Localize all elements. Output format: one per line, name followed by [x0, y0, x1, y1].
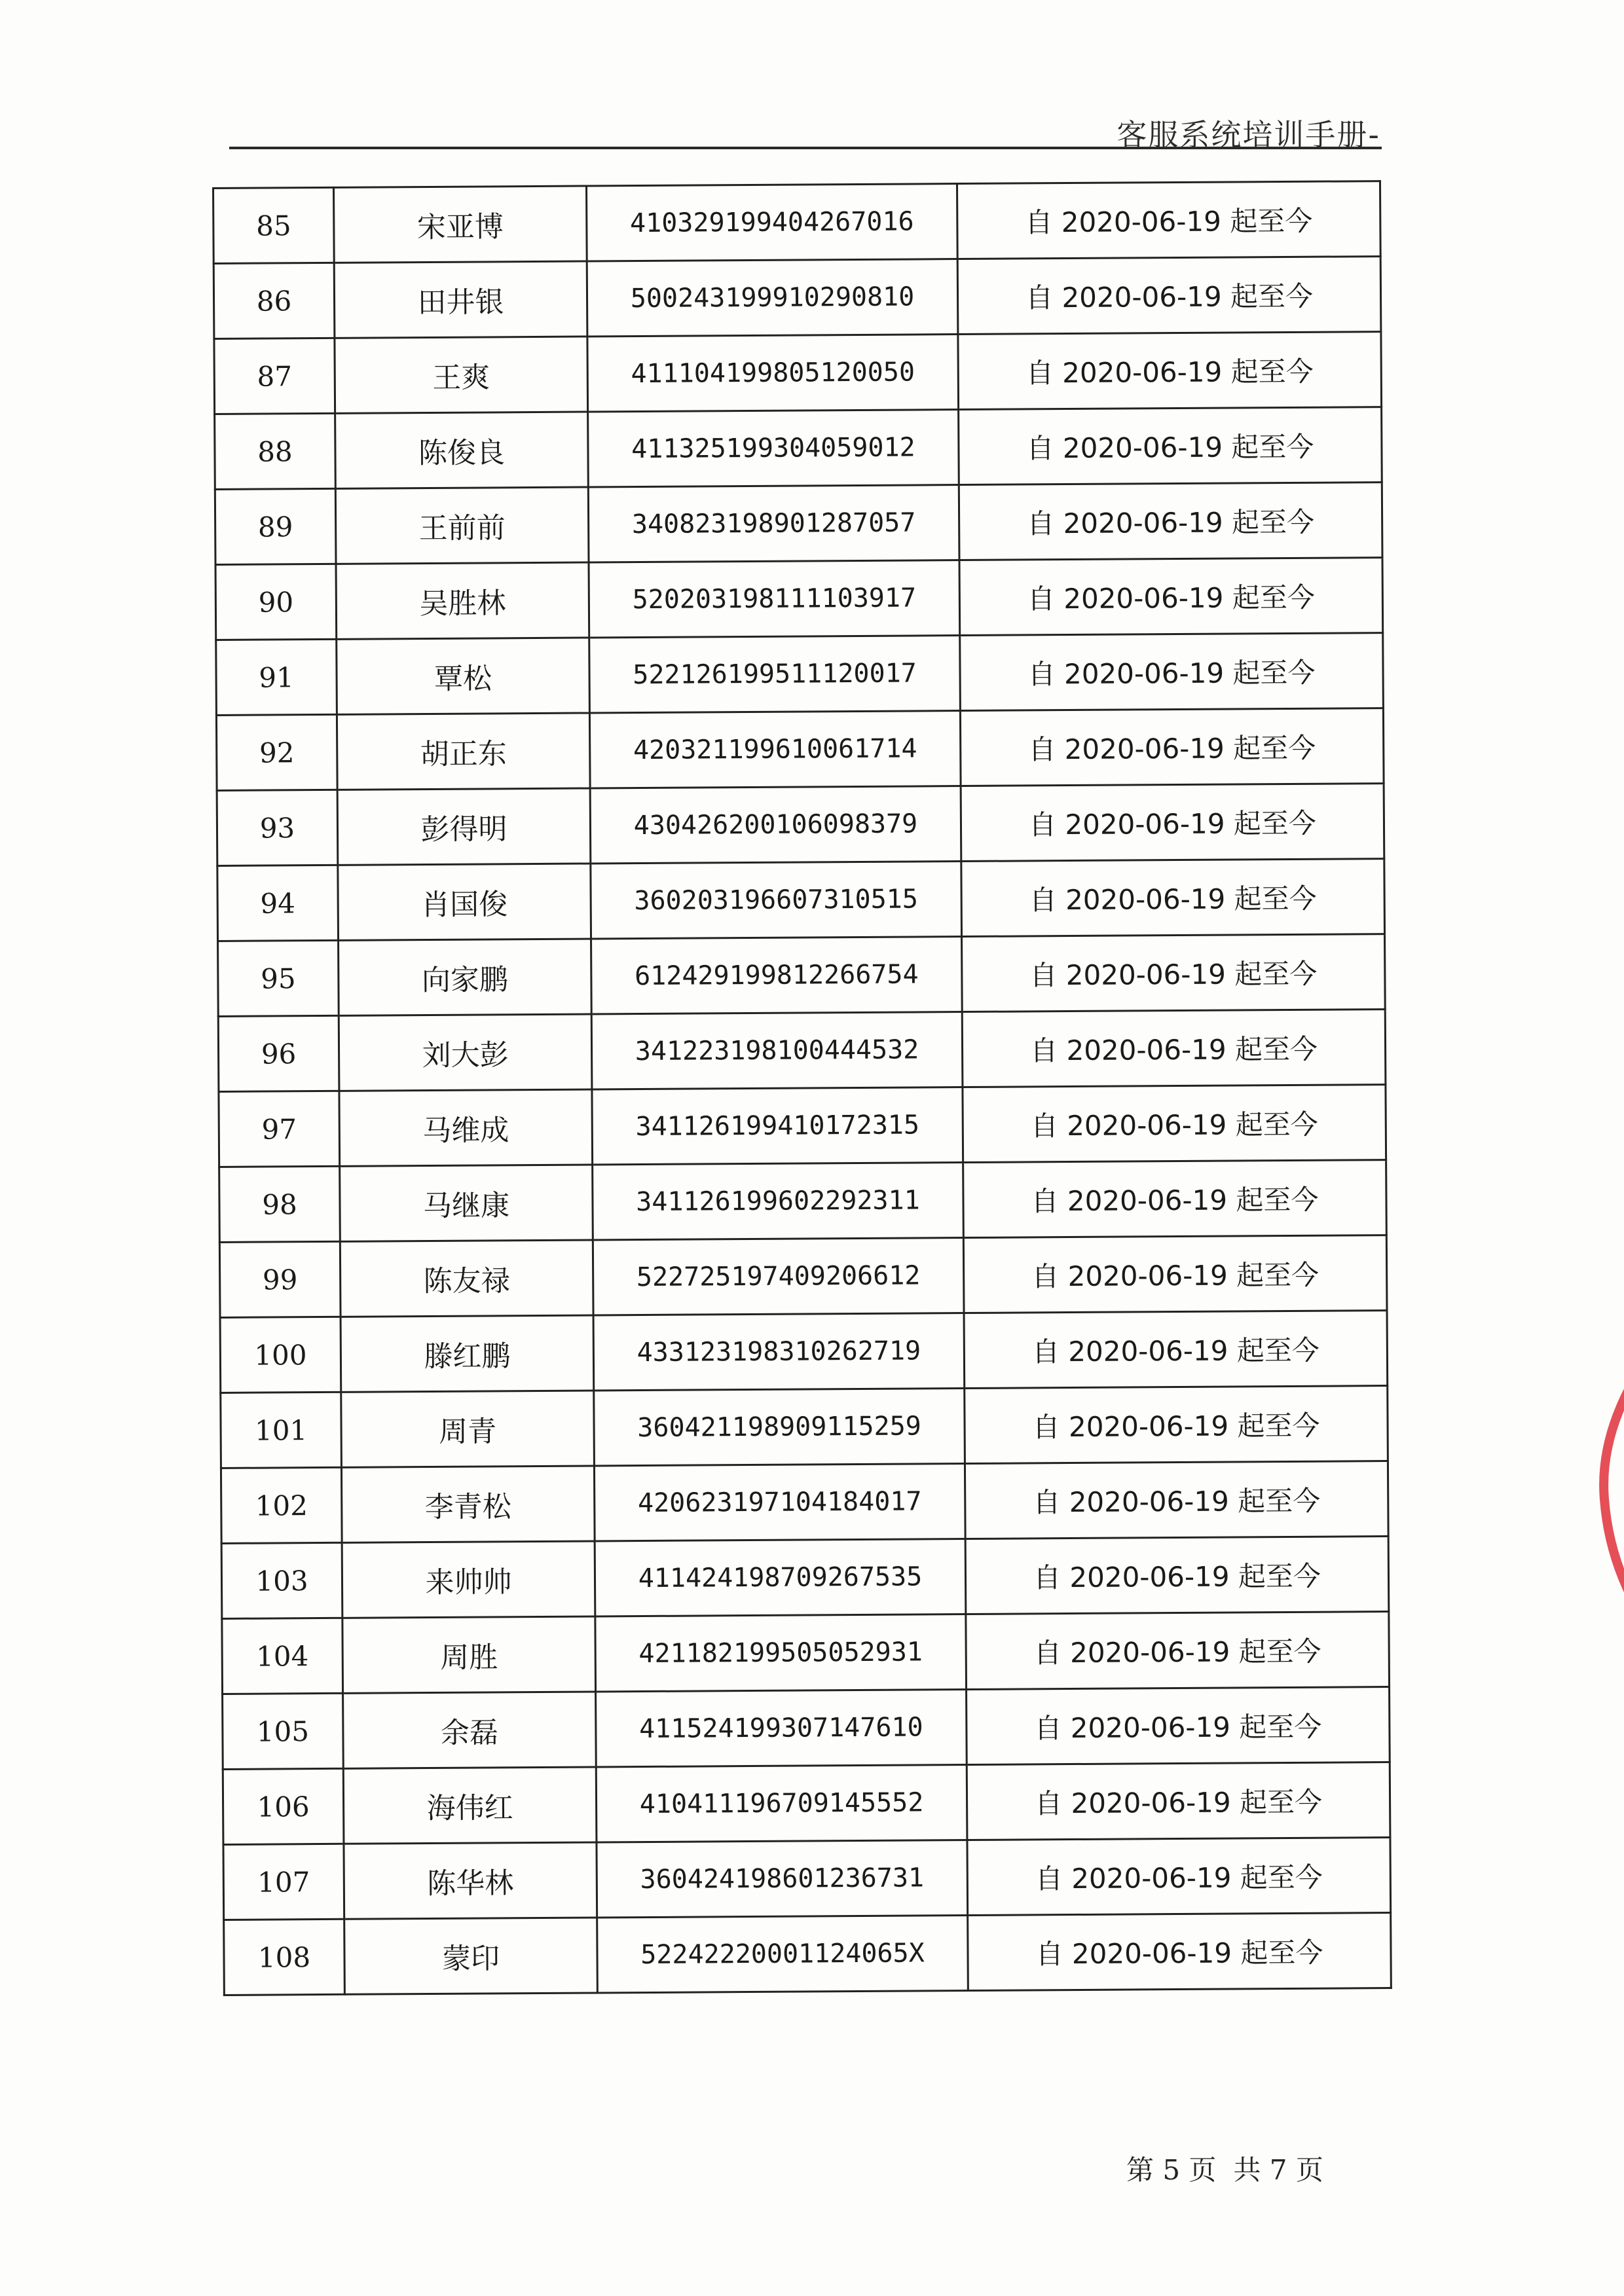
id-number-cell: 341126199602292311: [593, 1163, 964, 1240]
table-row: [213, 181, 1381, 264]
table-row: [220, 1311, 1388, 1393]
page-footer: [1126, 2149, 1340, 2188]
period-cell: 自 2020-06-19 起至今: [957, 181, 1380, 259]
table-row: [216, 708, 1384, 791]
table-row: [223, 1762, 1390, 1845]
id-number-cell: 340823198901287057: [588, 485, 959, 562]
period-cell: 自 2020-06-19 起至今: [957, 257, 1381, 335]
table-row: [219, 1235, 1387, 1318]
row-number-cell: 87: [214, 338, 335, 414]
table-row: [222, 1612, 1390, 1694]
id-number-cell: 411325199304059012: [588, 410, 959, 487]
id-number-cell: 341126199410172315: [592, 1087, 963, 1165]
name-cell: 李青松: [341, 1466, 595, 1542]
period-cell: 自 2020-06-19 起至今: [965, 1537, 1389, 1614]
table-row: [218, 934, 1386, 1017]
name-cell: 周胜: [342, 1616, 596, 1693]
table-row: [213, 257, 1381, 339]
name-cell: 陈友禄: [340, 1240, 593, 1317]
name-cell: 吴胜林: [336, 562, 589, 639]
row-number-cell: 93: [217, 790, 338, 866]
period-cell: 自 2020-06-19 起至今: [963, 1160, 1387, 1238]
id-number-cell: 360424198601236731: [597, 1840, 968, 1918]
table-row: [215, 483, 1382, 565]
name-cell: 胡正东: [337, 713, 590, 790]
id-number-cell: 421182199505052931: [595, 1614, 967, 1692]
id-number-cell: 360203196607310515: [591, 862, 962, 939]
period-cell: 自 2020-06-19 起至今: [960, 633, 1384, 711]
id-number-cell: 522126199511120017: [589, 636, 961, 713]
table-row: [219, 1085, 1386, 1167]
row-number-cell: 94: [217, 865, 339, 941]
row-number-cell: 107: [223, 1844, 344, 1920]
name-cell: 王爽: [335, 337, 588, 413]
table-row: [218, 1010, 1386, 1092]
period-cell: 自 2020-06-19 起至今: [961, 859, 1385, 937]
name-cell: 滕红鹏: [341, 1315, 594, 1392]
row-number-cell: 92: [216, 714, 337, 790]
name-cell: 田井银: [334, 261, 587, 338]
row-number-cell: 97: [219, 1091, 340, 1167]
id-number-cell: 52242220001124065X: [597, 1916, 969, 1993]
name-cell: 宋亚博: [334, 186, 587, 263]
table-row: [215, 558, 1383, 640]
name-cell: 陈俊良: [335, 412, 589, 488]
name-cell: 覃松: [337, 638, 590, 714]
row-number-cell: 91: [216, 639, 337, 715]
period-cell: 自 2020-06-19 起至今: [963, 1235, 1387, 1313]
table-row: [219, 1160, 1387, 1243]
row-number-cell: 96: [218, 1015, 339, 1091]
name-cell: 彭得明: [337, 788, 591, 865]
name-cell: 王前前: [335, 487, 589, 564]
table-row: [221, 1461, 1388, 1544]
period-cell: 自 2020-06-19 起至今: [963, 1085, 1386, 1163]
period-cell: 自 2020-06-19 起至今: [960, 708, 1384, 786]
name-cell: 蒙印: [344, 1918, 598, 1994]
period-cell: 自 2020-06-19 起至今: [962, 934, 1386, 1012]
id-number-cell: 430426200106098379: [590, 786, 961, 864]
name-cell: 海伟红: [343, 1767, 597, 1844]
roster-table-wrapper: [212, 180, 1390, 1996]
name-cell: 陈华林: [344, 1842, 597, 1919]
table-row: [221, 1537, 1389, 1619]
row-number-cell: 105: [223, 1693, 344, 1769]
period-cell: 自 2020-06-19 起至今: [958, 332, 1382, 410]
table-row: [216, 633, 1384, 716]
period-cell: 自 2020-06-19 起至今: [967, 1838, 1391, 1916]
page-number: 第 5 页: [1126, 2154, 1217, 2186]
period-cell: 自 2020-06-19 起至今: [965, 1386, 1388, 1464]
row-number-cell: 86: [213, 263, 335, 338]
row-number-cell: 106: [223, 1768, 344, 1844]
table-row: [217, 859, 1385, 941]
table-row: [223, 1838, 1391, 1920]
row-number-cell: 101: [221, 1392, 342, 1468]
row-number-cell: 103: [221, 1542, 342, 1618]
id-number-cell: 520203198111103917: [589, 560, 960, 638]
row-number-cell: 99: [219, 1241, 341, 1317]
roster-table-body: [213, 181, 1392, 1995]
header-rule: [229, 147, 1382, 149]
table-row: [215, 407, 1382, 490]
header-title: 客服系统培训手册-: [1116, 117, 1380, 153]
name-cell: 来帅帅: [342, 1541, 595, 1618]
row-number-cell: 104: [222, 1618, 343, 1694]
page-total: 共 7 页: [1233, 2154, 1323, 2186]
row-number-cell: 95: [218, 940, 339, 1016]
row-number-cell: 90: [215, 564, 337, 640]
row-number-cell: 108: [224, 1919, 345, 1995]
id-number-cell: 410329199404267016: [586, 184, 957, 261]
period-cell: 自 2020-06-19 起至今: [959, 407, 1382, 485]
id-number-cell: 411424198709267535: [595, 1539, 966, 1616]
period-cell: 自 2020-06-19 起至今: [968, 1913, 1392, 1991]
period-cell: 自 2020-06-19 起至今: [965, 1461, 1388, 1539]
table-row: [221, 1386, 1388, 1468]
id-number-cell: 433123198310262719: [593, 1313, 965, 1391]
name-cell: 余磊: [343, 1692, 597, 1768]
row-number-cell: 102: [221, 1467, 342, 1543]
id-number-cell: 612429199812266754: [591, 937, 963, 1014]
name-cell: 刘大彭: [339, 1014, 592, 1091]
table-row: [217, 784, 1384, 866]
row-number-cell: 88: [215, 413, 336, 489]
red-seal-stamp-fragment: [1559, 1322, 1624, 1663]
name-cell: 肖国俊: [338, 864, 591, 940]
id-number-cell: 411104199805120050: [587, 335, 959, 412]
period-cell: 自 2020-06-19 起至今: [959, 483, 1382, 560]
roster-table: [212, 180, 1392, 1996]
id-number-cell: 420623197104184017: [594, 1464, 965, 1541]
id-number-cell: 341223198100444532: [591, 1012, 963, 1089]
row-number-cell: 89: [215, 488, 336, 564]
name-cell: 向家鹏: [339, 939, 592, 1015]
id-number-cell: 420321199610061714: [589, 711, 961, 788]
row-number-cell: 98: [219, 1166, 341, 1242]
id-number-cell: 360421198909115259: [594, 1389, 965, 1466]
period-cell: 自 2020-06-19 起至今: [966, 1612, 1390, 1690]
name-cell: 马继康: [340, 1165, 593, 1241]
period-cell: 自 2020-06-19 起至今: [967, 1762, 1390, 1840]
id-number-cell: 411524199307147610: [596, 1690, 967, 1767]
name-cell: 周青: [341, 1391, 595, 1467]
period-cell: 自 2020-06-19 起至今: [961, 784, 1384, 862]
id-number-cell: 410411196709145552: [596, 1765, 967, 1842]
id-number-cell: 500243199910290810: [587, 259, 958, 337]
period-cell: 自 2020-06-19 起至今: [964, 1311, 1388, 1389]
table-row: [224, 1913, 1392, 1995]
table-row: [223, 1687, 1390, 1770]
table-row: [214, 332, 1382, 414]
id-number-cell: 522725197409206612: [593, 1238, 964, 1315]
period-cell: 自 2020-06-19 起至今: [959, 558, 1383, 636]
period-cell: 自 2020-06-19 起至今: [967, 1687, 1390, 1765]
row-number-cell: 85: [213, 187, 335, 263]
period-cell: 自 2020-06-19 起至今: [962, 1010, 1386, 1087]
row-number-cell: 100: [220, 1317, 341, 1393]
name-cell: 马维成: [339, 1089, 593, 1166]
